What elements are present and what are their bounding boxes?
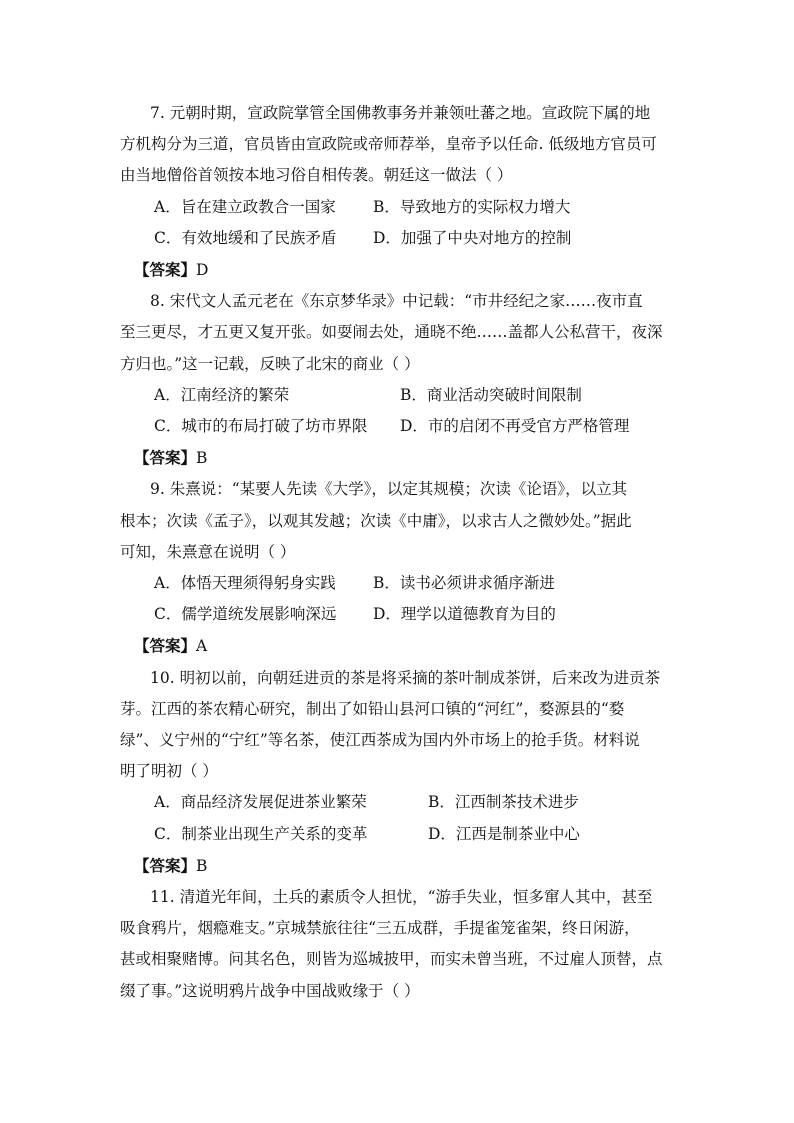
option-row (120, 411, 676, 442)
answer-label: 【答案】 (134, 448, 197, 468)
question-text-line: 11. 清道光年间，土兵的素质令人担忧，“游手失业，恒多窜人其中，甚至 (150, 887, 653, 906)
answer-value: D (196, 260, 209, 279)
option-a[interactable]: A．旨在建立政教合一国家 (154, 197, 336, 216)
answer-value: B (196, 449, 208, 468)
answer-value: A (196, 637, 208, 656)
question-text-line: 至三更尽，才五更又复开张。如耍闹去处，通晓不绝……盖都人公私营干，夜深 (120, 323, 663, 342)
question-10 (120, 663, 676, 882)
option-b[interactable]: B．江西制茶技术进步 (428, 793, 579, 812)
option-row (120, 568, 676, 599)
option-b[interactable]: B．商业活动突破时间限制 (400, 385, 582, 404)
question-text-line: 7. 元朝时期，宣政院掌管全国佛教事务并兼领吐蕃之地。宣政院下属的地 (150, 104, 651, 122)
option-b[interactable]: B．导致地方的实际权力增大 (373, 197, 571, 216)
question-text-line: 芽。江西的茶农精心研究，制出了如铅山县河口镇的“河红”，婺源县的“婺 (120, 699, 625, 718)
option-a[interactable]: A．商品经济发展促进茶业繁荣 (154, 793, 367, 812)
question-list (120, 98, 676, 1007)
option-row (120, 192, 676, 223)
answer-line (120, 442, 676, 474)
answer-label: 【答案】 (134, 636, 197, 656)
question-text-line: 9. 朱熹说：“某要人先读《大学》，以定其规模；次读《论语》，以立其 (150, 480, 628, 499)
question-11 (120, 882, 676, 1007)
option-row (120, 599, 676, 630)
option-a[interactable]: A．江南经济的繁荣 (154, 385, 290, 404)
question-text-line: 由当地僧俗首领按本地习俗自相传袭。朝廷这一做法（ ） (120, 166, 513, 185)
question-text-line: 10. 明初以前，向朝廷进贡的茶是将采摘的茶叶制成茶饼，后来改为进贡茶 (150, 668, 661, 687)
question-text-line: 吸食鸦片，烟瘾难支。”京城禁旅往往“三五成群，手提雀笼雀架，终日闲游， (120, 919, 640, 938)
question-text-line: 甚或相聚赌博。问其名色，则皆为巡城披甲，而实未曾当班，不过雇人顶替，点 (120, 950, 663, 969)
question-7 (120, 98, 676, 286)
option-b[interactable]: B．读书必须讲求循序渐进 (373, 573, 555, 592)
option-c[interactable]: C．制茶业出现生产关系的变革 (154, 824, 368, 843)
question-text-line: 8. 宋代文人孟元老在《东京梦华录》中记载：“市井经纪之家……夜市直 (150, 292, 643, 311)
option-d[interactable]: D．市的启闭不再受官方严格管理 (400, 416, 630, 435)
question-9 (120, 474, 676, 662)
question-text-line: 根本；次读《孟子》，以观其发越；次读《中庸》，以求古人之微妙处。”据此 (120, 511, 632, 530)
question-text-line: 缀了事。”这说明鸦片战争中国战败缘于（ ） (120, 981, 420, 1000)
answer-label: 【答案】 (134, 855, 197, 875)
question-text-line: 绿”、义宁州的“宁红”等名茶，使江西茶成为国内外市场上的抢手货。材料说 (120, 730, 640, 749)
option-row (120, 819, 676, 850)
option-d[interactable]: D．江西是制茶业中心 (428, 824, 580, 843)
option-row (120, 380, 676, 411)
question-8 (120, 286, 676, 474)
question-text-line: 方归也。”这一记载，反映了北宋的商业（ ） (120, 354, 420, 373)
option-c[interactable]: C．城市的布局打破了坊市界限 (154, 416, 368, 435)
option-d[interactable]: D．理学以道德教育为目的 (373, 605, 556, 624)
option-row (120, 223, 676, 254)
option-d[interactable]: D．加强了中央对地方的控制 (373, 228, 572, 247)
option-c[interactable]: C．儒学道统发展影响深远 (154, 605, 337, 624)
option-row (120, 787, 676, 818)
question-text-line: 明了明初（ ） (120, 762, 218, 781)
question-text-line: 方机构分为三道，官员皆由宣政院或帝师荐举，皇帝予以任命. 低级地方官员可 (120, 135, 657, 154)
answer-line (120, 850, 676, 882)
option-a[interactable]: A．体悟天理须得躬身实践 (154, 573, 336, 592)
answer-line (120, 630, 676, 662)
answer-label: 【答案】 (134, 259, 197, 279)
option-c[interactable]: C．有效地缓和了民族矛盾 (154, 228, 337, 247)
answer-line (120, 254, 676, 286)
question-text-line: 可知，朱熹意在说明（ ） (120, 542, 296, 561)
answer-value: B (196, 856, 208, 875)
